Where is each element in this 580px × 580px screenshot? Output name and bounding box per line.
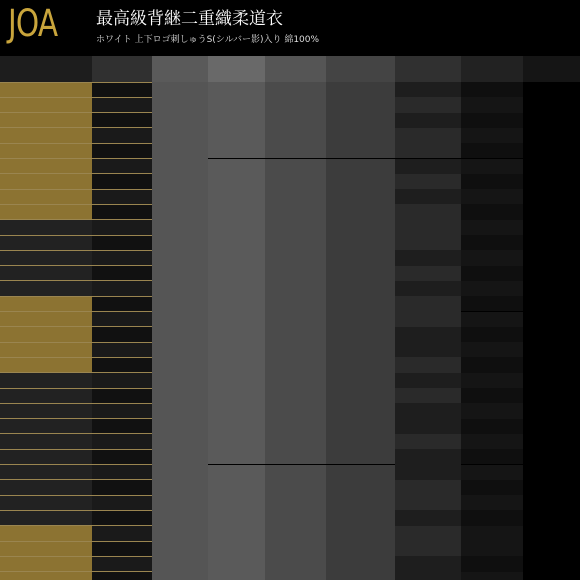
size [92,189,152,204]
size [92,419,152,434]
garment-length [523,449,580,495]
row-divider [0,556,152,557]
page-header [0,0,580,58]
arm-length [395,556,461,580]
size [92,113,152,128]
set-code [0,342,92,357]
weight-range [208,281,265,296]
arm-length [395,204,461,250]
height-range [152,220,208,297]
waist-value [326,113,395,144]
row-divider [0,326,152,327]
leg-length [461,327,523,342]
column-header [461,56,523,82]
chest-value [265,357,326,372]
set-code [0,113,92,128]
row-divider [0,97,152,98]
size [92,97,152,112]
row-divider [0,541,152,542]
size [92,388,152,403]
set-code [0,281,92,296]
garment-length [523,572,580,580]
chest-value [265,526,326,541]
set-code [0,204,92,219]
chest-value [265,495,326,526]
set-code [0,82,92,97]
leg-length [461,250,523,265]
set-code [0,556,92,571]
height-range [152,82,208,159]
chest-value [265,143,326,158]
set-code [0,174,92,189]
size [92,510,152,525]
weight-range [208,449,265,464]
size [92,128,152,143]
size [92,541,152,556]
weight-range [208,357,265,372]
arm-length [395,434,461,449]
height-range [152,296,208,373]
size [92,82,152,97]
garment-length [523,296,580,327]
set-code [0,250,92,265]
column-header [326,56,395,82]
leg-length [461,526,523,557]
size [92,465,152,480]
chest-value [265,296,326,327]
size [92,342,152,357]
leg-length [461,434,523,449]
waist-value [326,465,395,496]
row-divider [0,479,152,480]
row-divider [0,403,152,404]
garment-length [523,541,580,572]
size [92,449,152,464]
leg-length [461,296,523,311]
arm-length [395,113,461,128]
size [92,266,152,281]
set-code [0,465,92,480]
set-code [0,403,92,418]
size [92,403,152,418]
leg-length [461,357,523,372]
size [92,296,152,311]
waist-value [326,541,395,556]
column-header [92,56,152,82]
arm-length [395,373,461,388]
set-code [0,526,92,541]
row-divider [0,112,152,113]
chest-value [265,189,326,250]
garment-length [523,510,580,541]
arm-length [395,174,461,189]
arm-length [395,128,461,159]
leg-length [461,220,523,235]
garment-length [523,373,580,434]
waist-value [326,373,395,404]
row-divider [0,189,152,190]
weight-range [208,82,265,113]
weight-range [208,250,265,281]
leg-length [461,495,523,510]
row-divider [0,418,152,419]
chest-value [265,572,326,580]
weight-range [208,327,265,358]
garment-length [523,220,580,281]
row-divider [0,495,152,496]
chest-value [265,449,326,464]
chest-value [265,373,326,404]
arm-length [395,449,461,480]
set-code [0,143,92,158]
waist-value [326,82,395,113]
size [92,357,152,372]
waist-value [326,143,395,158]
set-code [0,327,92,342]
waist-value [326,403,395,449]
size [92,159,152,174]
set-code [0,449,92,464]
size [92,556,152,571]
leg-length [461,266,523,281]
waist-value [326,189,395,250]
leg-length [461,97,523,112]
column-header [523,56,580,82]
row-divider [0,510,152,511]
leg-length [461,281,523,296]
row-divider [0,173,152,174]
leg-length [461,128,523,143]
arm-length [395,510,461,525]
set-code [0,572,92,580]
leg-length [461,159,523,174]
waist-value [326,357,395,372]
row-divider [0,525,152,526]
set-code [0,235,92,250]
leg-length [461,419,523,434]
leg-length [461,342,523,357]
garment-length [523,143,580,158]
brand-logo: JOA [8,2,58,45]
row-divider [0,388,152,389]
leg-length [461,510,523,525]
set-code [0,495,92,510]
height-range [152,449,208,526]
set-code [0,128,92,143]
leg-length [461,373,523,388]
column-header [265,56,326,82]
leg-length [461,113,523,128]
weight-range [208,403,265,449]
waist-value [326,449,395,464]
chest-value [265,556,326,571]
row-divider [0,250,152,251]
product-subtitle: ホワイト 上下ロゴ刺しゅうS(シルバー影)入り 綿100% [96,35,320,45]
row-divider [0,235,152,236]
set-code [0,388,92,403]
chest-value [265,541,326,556]
column-header [152,56,208,82]
set-code [0,97,92,112]
set-code [0,189,92,204]
height-range [152,159,208,220]
arm-length [395,388,461,403]
arm-length [395,480,461,511]
size-table [0,56,580,580]
waist-value [326,296,395,327]
row-divider [0,280,152,281]
leg-length [461,388,523,403]
arm-length [395,82,461,97]
leg-length [461,572,523,580]
size [92,434,152,449]
row-divider [0,449,152,450]
row-divider [0,464,152,465]
row-divider [0,342,152,343]
weight-range [208,495,265,526]
set-code [0,357,92,372]
waist-value [326,556,395,571]
leg-length [461,480,523,495]
size [92,143,152,158]
leg-length [461,143,523,158]
chest-value [265,327,326,358]
arm-length [395,266,461,281]
leg-length [461,82,523,97]
weight-range [208,526,265,541]
row-divider [0,82,152,83]
weight-range [208,113,265,144]
chest-value [265,159,326,190]
leg-length [461,174,523,189]
waist-value [326,250,395,281]
size [92,174,152,189]
column-header [395,56,461,82]
waist-value [326,526,395,541]
arm-length [395,526,461,557]
waist-value [326,572,395,580]
set-code [0,220,92,235]
weight-range [208,143,265,158]
size [92,572,152,580]
set-code [0,541,92,556]
set-code [0,373,92,388]
size [92,281,152,296]
set-code [0,312,92,327]
weight-range [208,465,265,496]
row-divider [0,143,152,144]
product-title: 最高級背継二重織柔道衣 [96,9,283,29]
garment-length [523,189,580,220]
row-divider [0,158,152,159]
row-divider [0,265,152,266]
size [92,495,152,510]
garment-length [523,159,580,190]
chest-value [265,465,326,496]
set-code [0,296,92,311]
row-divider [0,357,152,358]
arm-length [395,159,461,174]
leg-length [461,556,523,571]
row-divider [0,372,152,373]
garment-length [523,357,580,372]
size [92,327,152,342]
set-code [0,419,92,434]
arm-length [395,189,461,204]
row-divider [0,127,152,128]
arm-length [395,281,461,296]
set-code [0,480,92,495]
waist-value [326,495,395,526]
row-divider [0,296,152,297]
waist-value [326,327,395,358]
height-range [152,526,208,557]
height-range [152,556,208,571]
chest-value [265,113,326,144]
arm-length [395,357,461,372]
column-header [0,56,92,82]
waist-value [326,159,395,190]
leg-length [461,403,523,418]
set-code [0,510,92,525]
leg-length [461,465,523,480]
row-divider [0,311,152,312]
garment-length [523,82,580,113]
garment-length [523,434,580,449]
waist-value [326,281,395,296]
size [92,250,152,265]
weight-range [208,556,265,571]
arm-length [395,250,461,265]
size [92,526,152,541]
row-divider [0,433,152,434]
arm-length [395,97,461,112]
garment-length [523,113,580,144]
leg-length [461,189,523,204]
set-code [0,266,92,281]
arm-length [395,403,461,434]
weight-range [208,159,265,190]
chest-value [265,403,326,449]
size [92,480,152,495]
chest-value [265,281,326,296]
size [92,373,152,388]
arm-length [395,296,461,327]
chest-value [265,250,326,281]
garment-length [523,495,580,510]
row-divider [0,204,152,205]
size [92,204,152,219]
weight-range [208,189,265,250]
height-range [152,373,208,450]
size [92,312,152,327]
weight-range [208,572,265,580]
weight-range [208,541,265,556]
weight-range [208,373,265,404]
column-header [208,56,265,82]
row-divider [0,219,152,220]
set-code [0,434,92,449]
leg-length [461,312,523,327]
weight-range [208,296,265,327]
leg-length [461,449,523,464]
leg-length [461,235,523,250]
height-range [152,572,208,580]
leg-length [461,204,523,219]
set-code [0,159,92,174]
garment-length [523,327,580,358]
garment-length [523,281,580,296]
chest-value [265,82,326,113]
size [92,235,152,250]
row-divider [0,571,152,572]
size [92,220,152,235]
arm-length [395,327,461,358]
